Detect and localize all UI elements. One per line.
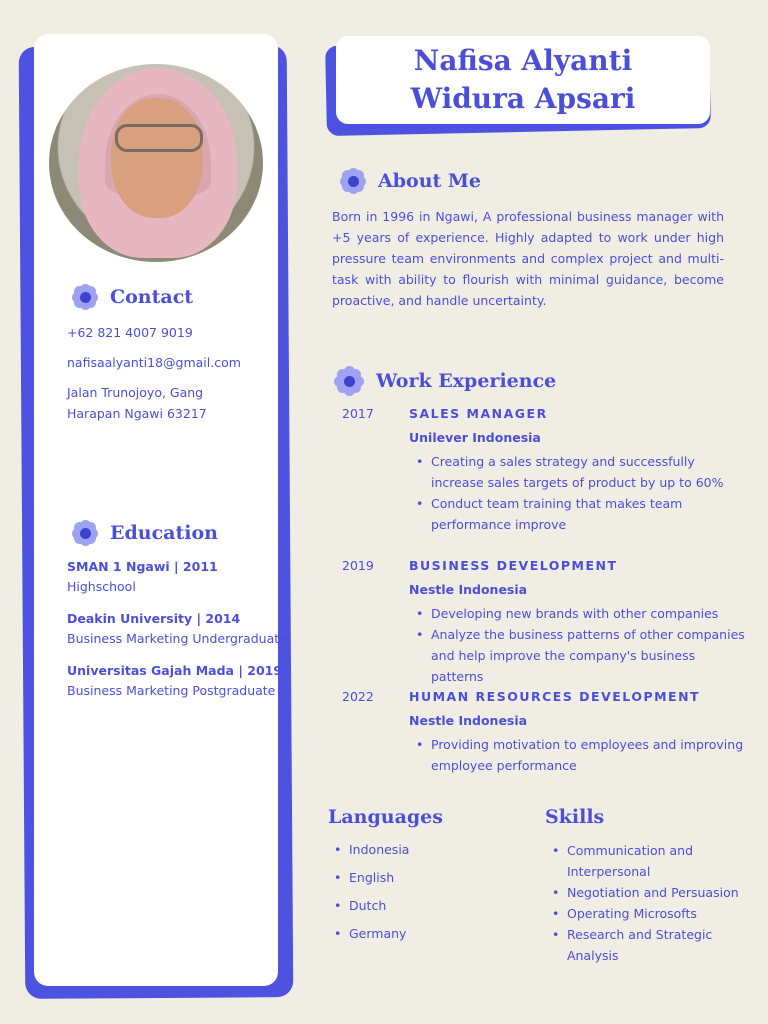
address-line-2: Harapan Ngawi 63217 bbox=[67, 406, 207, 421]
education-degree: Business Marketing Undergraduate bbox=[67, 631, 287, 646]
language-item: • English bbox=[349, 864, 409, 892]
flower-icon bbox=[72, 284, 98, 310]
skill-item: • Negotiation and Persuasion bbox=[567, 882, 747, 903]
job-company: Nestle Indonesia bbox=[409, 582, 528, 597]
job-bullets bbox=[431, 603, 751, 687]
contact-phone[interactable]: +62 821 4007 9019 bbox=[67, 325, 193, 340]
job-year: 2022 bbox=[342, 689, 374, 704]
languages-heading: Languages bbox=[328, 806, 443, 828]
job-bullets bbox=[431, 734, 751, 776]
language-item: • Indonesia bbox=[349, 836, 409, 864]
job-bullet: • Developing new brands with other companies bbox=[431, 603, 751, 624]
flower-icon bbox=[334, 366, 364, 396]
name-banner bbox=[336, 36, 710, 124]
job-bullet: • Providing motivation to employees and improving employee performance bbox=[431, 734, 751, 776]
education-school: Universitas Gajah Mada | 2019 bbox=[67, 663, 283, 678]
contact-heading bbox=[72, 284, 193, 310]
job-bullet: • Analyze the business patterns of other companies and help improve the company's business patterns bbox=[431, 624, 751, 687]
job-year: 2017 bbox=[342, 406, 374, 421]
job-company: Nestle Indonesia bbox=[409, 713, 528, 728]
contact-list bbox=[67, 322, 241, 433]
work-heading bbox=[334, 366, 556, 396]
contact-address bbox=[67, 382, 241, 424]
languages-list bbox=[349, 836, 409, 948]
education-heading bbox=[72, 520, 218, 546]
skills-heading: Skills bbox=[545, 806, 605, 828]
education-school: Deakin University | 2014 bbox=[67, 611, 241, 626]
address-line-1: Jalan Trunojoyo, Gang bbox=[67, 385, 204, 400]
job-year: 2019 bbox=[342, 558, 374, 573]
language-item: • Germany bbox=[349, 920, 409, 948]
flower-icon bbox=[72, 520, 98, 546]
skill-item: • Research and Strategic Analysis bbox=[567, 924, 747, 966]
about-heading-text: About Me bbox=[378, 170, 482, 192]
work-heading-text: Work Experience bbox=[376, 370, 557, 392]
flower-icon bbox=[340, 168, 366, 194]
job-bullet: • Conduct team training that makes team performance improve bbox=[431, 493, 751, 535]
skill-item: • Communication and Interpersonal bbox=[567, 840, 747, 882]
photo-face bbox=[111, 98, 203, 218]
name-line-2: Widura Apsari bbox=[410, 82, 636, 115]
contact-heading-text: Contact bbox=[110, 286, 194, 308]
education-list bbox=[67, 558, 287, 714]
job-bullet: • Creating a sales strategy and successfully increase sales targets of product by up to 60% bbox=[431, 451, 751, 493]
job-role: SALES MANAGER bbox=[409, 406, 548, 421]
education-heading-text: Education bbox=[110, 522, 218, 544]
job-bullets bbox=[431, 451, 751, 535]
education-degree: Highschool bbox=[67, 579, 136, 594]
education-school: SMAN 1 Ngawi | 2011 bbox=[67, 559, 218, 574]
about-text: Born in 1996 in Ngawi, A professional business manager with +5 years of experience. Highly adapted to work under high pressure team environments and complex project and multi-task with ability to flourish with minimal guidance, become proactive, and handle uncertainty. bbox=[332, 209, 724, 308]
skill-item: • Operating Microsofts bbox=[567, 903, 747, 924]
job-role: BUSINESS DEVELOPMENT bbox=[409, 558, 618, 573]
language-item: • Dutch bbox=[349, 892, 409, 920]
job-company: Unilever Indonesia bbox=[409, 430, 541, 445]
skills-list bbox=[567, 840, 747, 966]
photo-glasses bbox=[115, 124, 203, 152]
profile-photo bbox=[49, 64, 263, 262]
job-role: HUMAN RESOURCES DEVELOPMENT bbox=[409, 689, 701, 704]
name-line-1: Nafisa Alyanti bbox=[413, 44, 633, 77]
education-degree: Business Marketing Postgraduate bbox=[67, 683, 276, 698]
contact-email[interactable]: nafisaalyanti18@gmail.com bbox=[67, 355, 241, 370]
about-heading bbox=[340, 168, 481, 194]
